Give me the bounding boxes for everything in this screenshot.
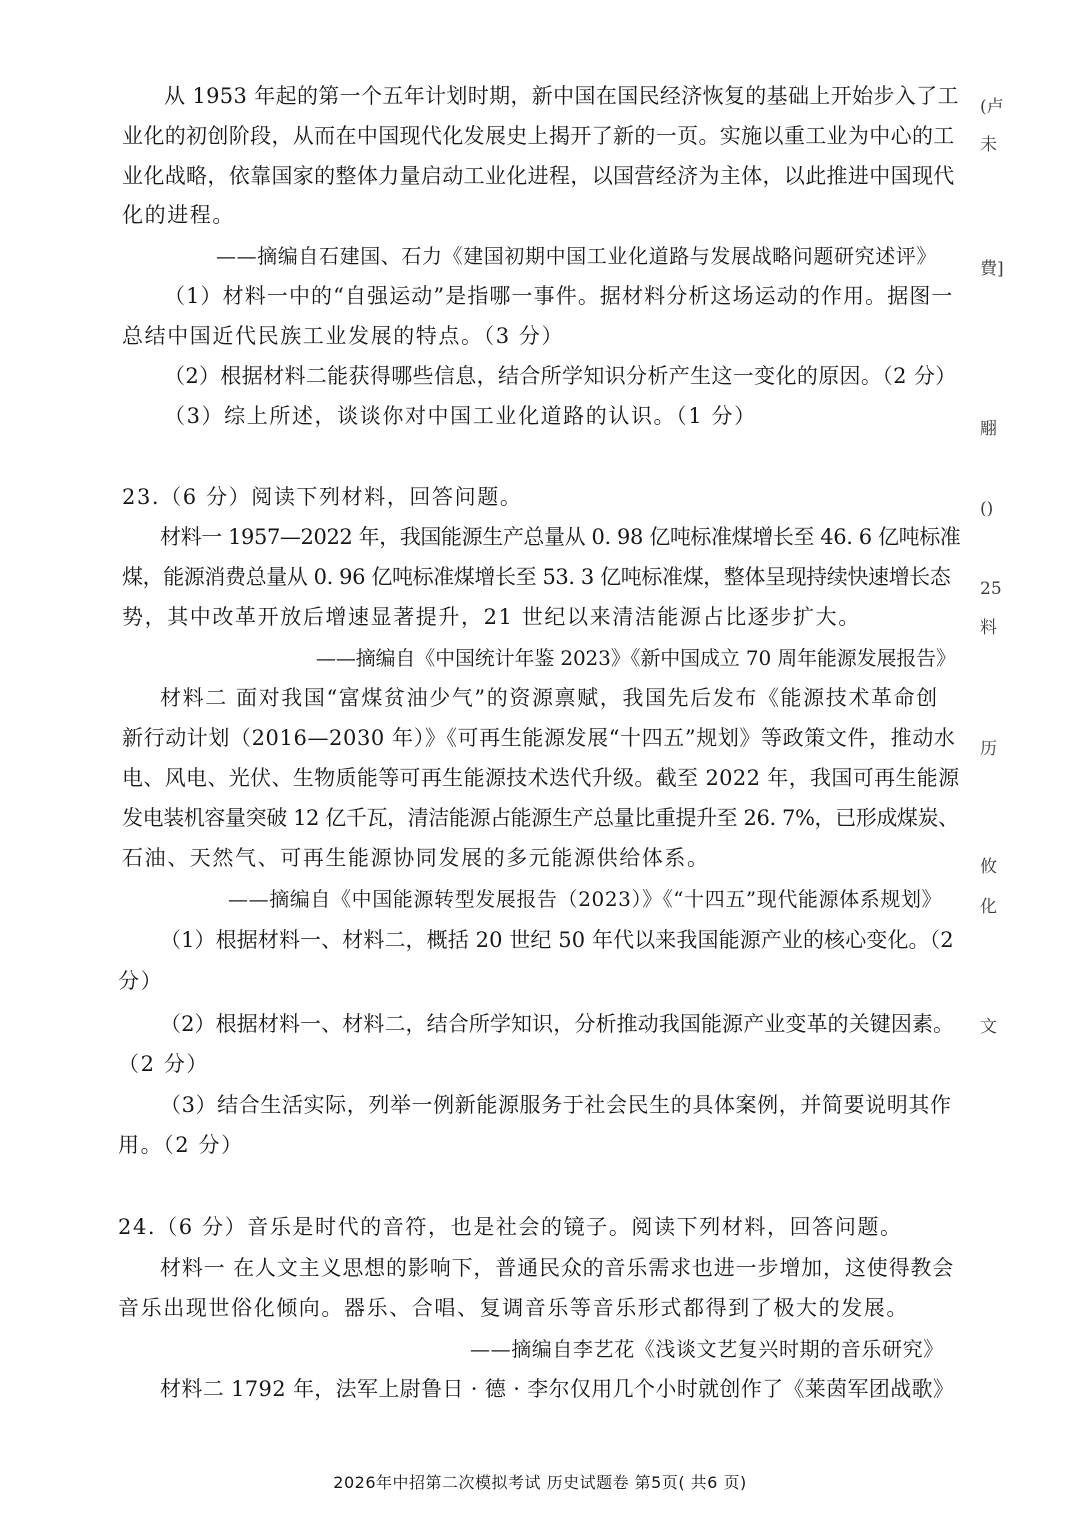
q23-source-1: ——摘编自《中国统计年鉴 2023》《新中国成立 70 周年能源发展报告》 bbox=[316, 646, 956, 670]
q23-material2-line-3: 电、风电、光伏、生物质能等可再生能源技术迭代升级。截至 2022 年，我国可再生能源 bbox=[122, 766, 960, 790]
q23-question-2a: （2）根据材料一、材料二，结合所学知识，分析推动我国能源产业变革的关键因素。 bbox=[160, 1012, 955, 1036]
margin-mark-2: 未 bbox=[980, 135, 997, 155]
q23-question-3a: （3）结合生活实际，列举一例新能源服务于社会民生的具体案例，并简要说明其作 bbox=[160, 1093, 952, 1117]
margin-mark-6: 25 bbox=[980, 579, 1002, 599]
q24-material1-line-2: 音乐出现世俗化倾向。器乐、合唱、复调音乐等音乐形式都得到了极大的发展。 bbox=[118, 1296, 909, 1320]
q23-material2-line-1: 材料二 面对我国“富煤贫油少气”的资源禀赋，我国先后发布《能源技术革命创 bbox=[160, 686, 939, 710]
q22-question-3: （3）综上所述，谈谈你对中国工业化道路的认识。（1 分） bbox=[164, 404, 757, 428]
margin-mark-8: 历 bbox=[980, 739, 997, 759]
q22-question-1a: （1）材料一中的“自强运动”是指哪一事件。据材料分析这场运动的作用。据图一 bbox=[164, 284, 954, 308]
q24-material1-line-1: 材料一 在人文主义思想的影响下，普通民众的音乐需求也进一步增加，这使得教会 bbox=[160, 1256, 955, 1280]
intro-line-4: 化的进程。 bbox=[122, 203, 235, 227]
page-footer: 2026年中招第二次模拟考试 历史试题卷 第5页( 共6 页) bbox=[333, 1473, 747, 1492]
margin-mark-9: 攸 bbox=[980, 857, 997, 877]
q23-material1-line-3: 势，其中改革开放后增速显著提升，21 世纪以来清洁能源占比逐步扩大。 bbox=[122, 605, 861, 629]
q23-question-1a: （1）根据材料一、材料二，概括 20 世纪 50 年代以来我国能源产业的核心变化。（2 bbox=[160, 928, 954, 952]
margin-mark-5: () bbox=[980, 499, 994, 519]
q23-material2-line-5: 石油、天然气、可再生能源协同发展的多元能源供给体系。 bbox=[122, 846, 710, 870]
q23-question-2b: （2 分） bbox=[118, 1052, 210, 1076]
intro-line-3: 业化战略，依靠国家的整体力量启动工业化进程，以国营经济为主体，以此推进中国现代 bbox=[122, 164, 955, 188]
q24-material2-start: 材料二 1792 年，法军上尉鲁日 · 德 · 李尔仅用几个小时就创作了《莱茵军团战歌》 bbox=[160, 1377, 955, 1401]
q23-material2-line-2: 新行动计划（2016—2030 年）》《可再生能源发展“十四五”规划》等政策文件，推动水 bbox=[122, 726, 956, 750]
q23-heading: 23.（6 分）阅读下列材料，回答问题。 bbox=[122, 485, 523, 509]
q23-material1-line-2: 煤，能源消费总量从 0. 96 亿吨标准煤增长至 53. 3 亿吨标准煤，整体呈现持续快速增长态 bbox=[122, 565, 951, 589]
margin-mark-1: (卢 bbox=[980, 97, 1004, 117]
margin-mark-3: 費] bbox=[980, 259, 1004, 279]
intro-line-1: 从 1953 年起的第一个五年计划时期，新中国在国民经济恢复的基础上开始步入了工 bbox=[164, 84, 959, 108]
margin-mark-11: 文 bbox=[980, 1017, 997, 1037]
intro-line-2: 业化的初创阶段，从而在中国现代化发展史上揭开了新的一页。实施以重工业为中心的工 bbox=[122, 124, 955, 148]
q23-source-2: ——摘编自《中国能源转型发展报告（2023）》《“十四五”现代能源体系规划》 bbox=[228, 887, 943, 911]
margin-mark-4: 翢 bbox=[980, 419, 997, 439]
margin-mark-10: 化 bbox=[980, 897, 997, 917]
q24-source-1: ——摘编自李艺花《浅谈文艺复兴时期的音乐研究》 bbox=[470, 1337, 944, 1361]
q23-material2-line-4: 发电装机容量突破 12 亿千瓦，清洁能源占能源生产总量比重提升至 26. 7%，已形成煤炭、 bbox=[122, 806, 959, 830]
q23-material1-line-1: 材料一 1957—2022 年，我国能源生产总量从 0. 98 亿吨标准煤增长至 46. 6 亿吨标准 bbox=[160, 525, 961, 549]
q24-heading: 24.（6 分）音乐是时代的音符，也是社会的镜子。阅读下列材料，回答问题。 bbox=[118, 1215, 903, 1239]
q23-question-3b: 用。（2 分） bbox=[118, 1133, 244, 1157]
q22-question-2: （2）根据材料二能获得哪些信息，结合所学知识分析产生这一变化的原因。（2 分） bbox=[164, 364, 957, 388]
q23-question-1b: 分） bbox=[118, 969, 164, 993]
source-citation: ——摘编自石建国、石力《建国初期中国工业化道路与发展战略问题研究述评》 bbox=[216, 244, 937, 268]
margin-mark-7: 料 bbox=[980, 618, 997, 638]
q22-question-1b: 总结中国近代民族工业发展的特点。（3 分） bbox=[122, 324, 565, 348]
